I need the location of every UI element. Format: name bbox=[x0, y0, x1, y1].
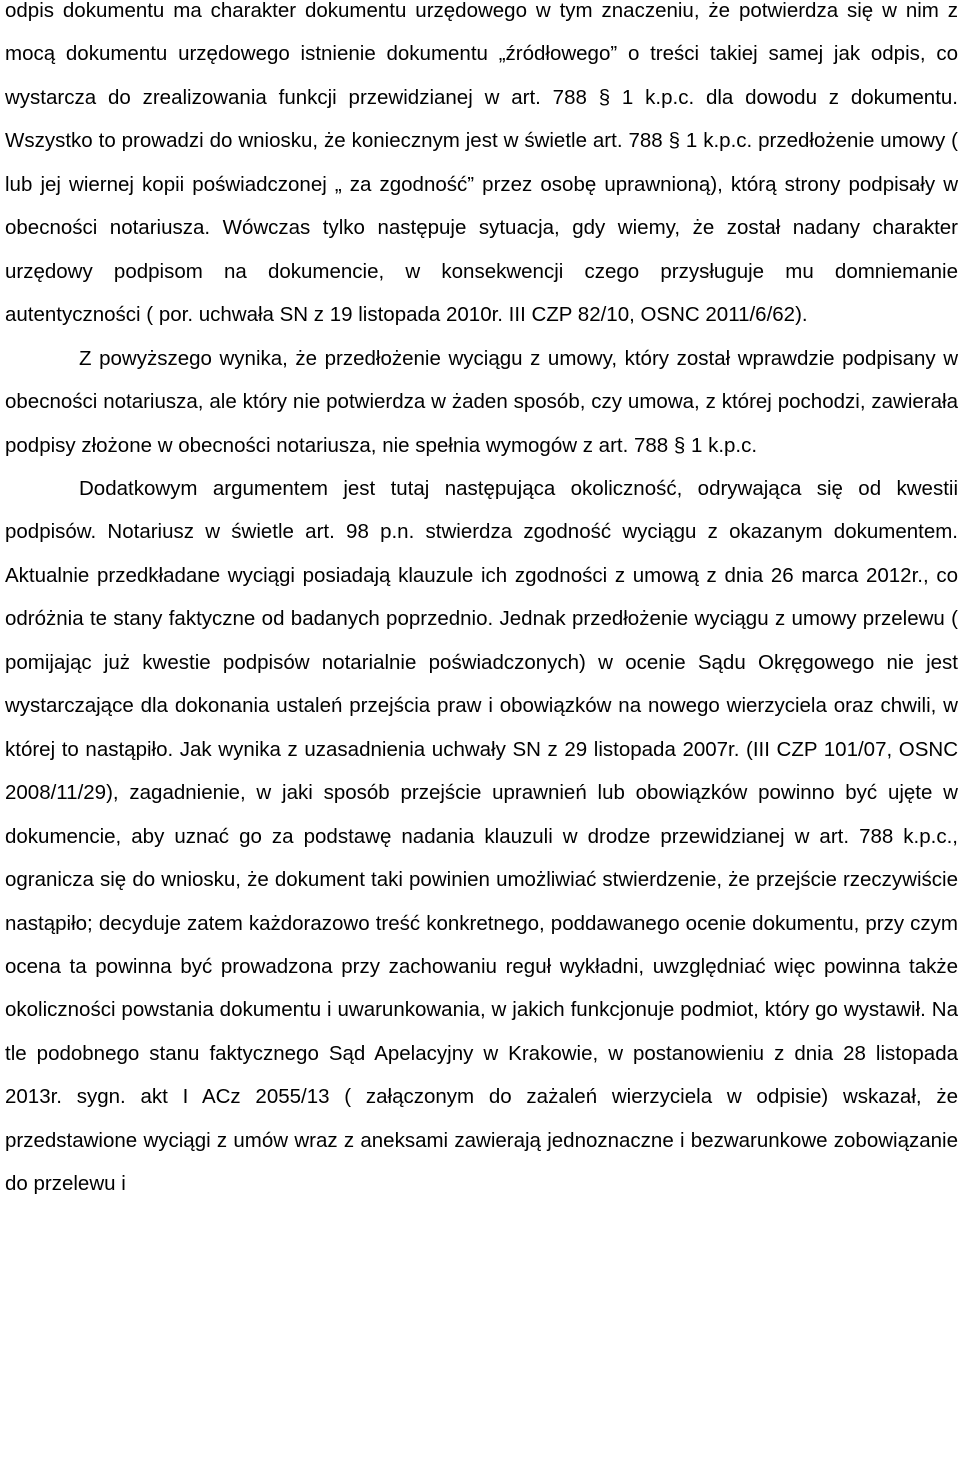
paragraph-odpis-dokumentu: odpis dokumentu ma charakter dokumentu urzędowego w tym znaczeniu, że potwierdza się w nim z mocą dokumentu urzędowego istnienie dokumentu „źródłowego” o treści takiej samej jak odpis, co wystarcza do zrealizowania funkcji przewidzianej w art. 788 § 1 k.p.c. dla dowodu z dokumentu. Wszystko to prowadzi do wniosku, że koniecznym jest w świetle art. 788 § 1 k.p.c. przedłożenie umowy ( lub jej wiernej kopii poświadczonej „ za zgodność” przez osobę uprawnioną), którą strony podpisały w obecności notariusza. Wówczas tylko następuje sytuacja, gdy wiemy, że został nadany charakter urzędowy podpisom na dokumencie, w konsekwencji czego przysługuje mu domniemanie autentyczności ( por. uchwała SN z 19 listopada 2010r. III CZP 82/10, OSNC 2011/6/62). bbox=[5, 0, 958, 327]
paragraph-dodatkowym-argumentem: Dodatkowym argumentem jest tutaj następująca okoliczność, odrywająca się od kwestii podpisów. Notariusz w świetle art. 98 p.n. stwierdza zgodność wyciągu z okazanym dokumentem. Aktualnie przedkładane wyciągi posiadają klauzule ich zgodności z umową z dnia 26 marca 2012r., co odróżnia te stany faktyczne od badanych poprzednio. Jednak przedłożenie wyciągu z umowy przelewu ( pomijając już kwestie podpisów notarialnie poświadczonych) w ocenie Sądu Okręgowego nie jest wystarczające dla dokonania ustaleń przejścia praw i obowiązków na nowego wierzyciela oraz chwili, w której to nastąpiło. Jak wynika z uzasadnienia uchwały SN z 29 listopada 2007r. (III CZP 101/07, OSNC 2008/11/29), zagadnienie, w jaki sposób przejście uprawnień lub obowiązków powinno być ujęte w dokumencie, aby uznać go za podstawę nadania klauzuli w drodze przewidzianej w art. 788 k.p.c., ogranicza się do wniosku, że dokument taki powinien umożliwiać stwierdzenie, że przejście rzeczywiście nastąpiło; decyduje zatem każdorazowo treść konkretnego, poddawanego ocenie dokumentu, przy czym ocena ta powinna być prowadzona przy zachowaniu reguł wykładni, uwzględniać więc powinna także okoliczności powstania dokumentu i uwarunkowania, w jakich funkcjonuje podmiot, który go wystawił. Na tle podobnego stanu faktycznego Sąd Apelacyjny w Krakowie, w postanowieniu z dnia 28 listopada 2013r. sygn. akt I ACz 2055/13 ( załączonym do zażaleń wierzyciela w odpisie) wskazał, że przedstawione wyciągi z umów wraz z aneksami zawierają jednoznaczne i bezwarunkowe zobowiązanie do przelewu i bbox=[5, 476, 958, 1196]
paragraph-z-powyzszego-wynika: Z powyższego wynika, że przedłożenie wyciągu z umowy, który został wprawdzie podpisany w obecności notariusza, ale który nie potwierdza w żaden sposób, czy umowa, z której pochodzi, zawierała podpisy złożone w obecności notariusza, nie spełnia wymogów z art. 788 § 1 k.p.c. bbox=[5, 346, 958, 457]
